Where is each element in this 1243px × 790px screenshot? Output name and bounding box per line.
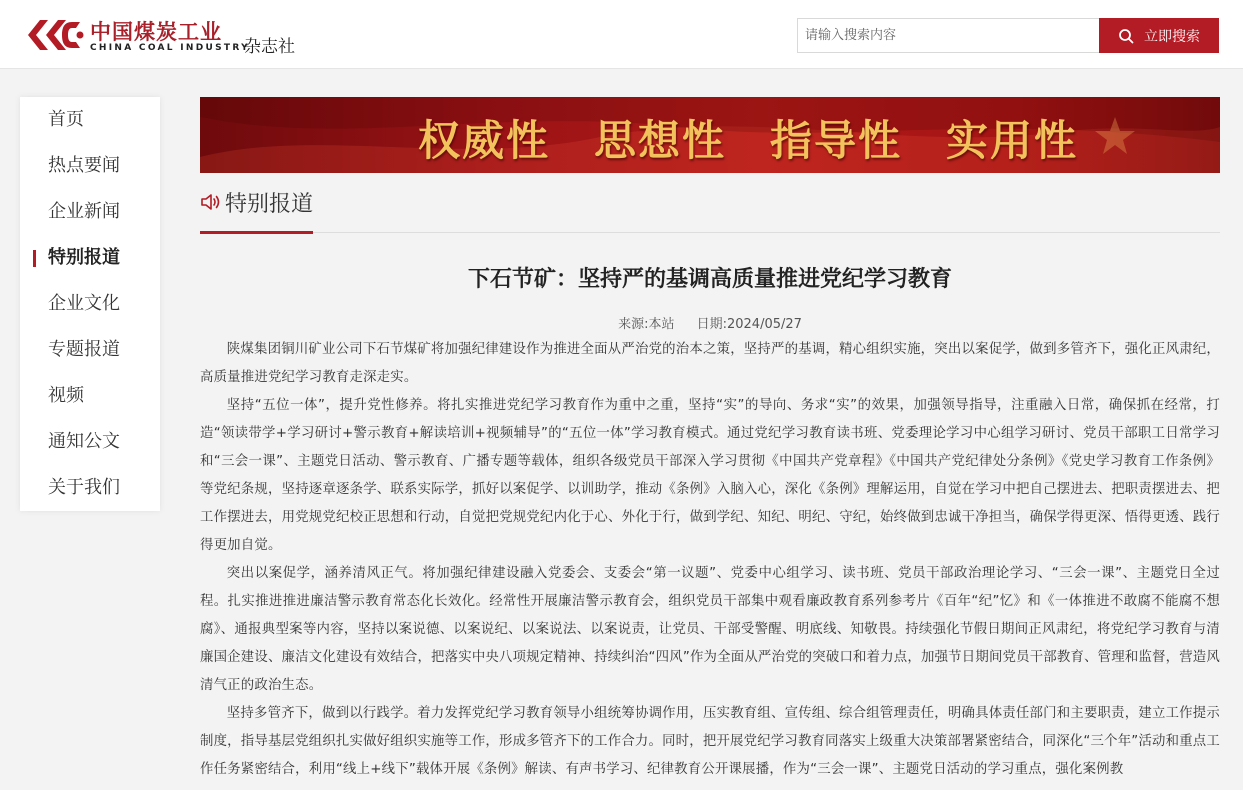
- logo-english-name: CHINA COAL INDUSTRY: [90, 43, 250, 53]
- sidebar-item-special-report[interactable]: 特别报道: [20, 239, 160, 285]
- search-icon: [1118, 28, 1134, 44]
- section-title-underline: [200, 231, 313, 234]
- sidebar-item-video[interactable]: 视频: [48, 385, 84, 406]
- sidebar-item-home[interactable]: 首页: [48, 109, 84, 130]
- banner-slogan: 权威性 思想性 指导性 实用性: [418, 116, 1079, 165]
- article-paragraph: 坚持“五位一体”，提升党性修养。将扎实推进党纪学习教育作为重中之重，坚持“实”的导向、务求“实”的效果，加强领导指导，注重融入日常，确保抓在经常，打造“领读带学+学习研讨+警示教育+解读培训+视频辅导”的“五位一体”学习教育模式。通过党纪学习教育读书班、党委理论学习中心组学习研讨、党员干部职工日常学习和“三会一课”、主题党日活动、警示教育、广播专题等载体，组织各级党员干部深入学习贯彻《中国共产党章程》《中国共产党纪律处分条例》《党史学习教育工作条例》等党纪条规，坚持逐章逐条学、联系实际学，抓好以案促学、以训助学，推动《条例》入脑入心，深化《条例》理解运用，自觉在学习中把自己摆进去、把职责摆进去、把工作摆进去，用党规党纪校正思想和行动，自觉把党规党纪内化于心、外化于行，做到学纪、知纪、明纪、守纪，始终做到忠诚干净担当，确保学得更深、悟得更透、践行得更加自觉。: [200, 398, 1220, 553]
- article-source: 来源:本站: [618, 317, 675, 332]
- section-title: 特别报道: [225, 192, 314, 217]
- search-bar: [797, 18, 1219, 53]
- sidebar-item-enterprise-news[interactable]: 企业新闻: [48, 201, 120, 222]
- article-date: 日期:2024/05/27: [696, 317, 802, 332]
- search-button-label: 立即搜索: [1144, 28, 1200, 45]
- site-header: [0, 0, 1243, 69]
- section-header: [200, 185, 1220, 233]
- sidebar-item-enterprise-culture[interactable]: 企业文化: [48, 293, 120, 314]
- search-button[interactable]: [1099, 18, 1219, 53]
- sidebar-item-about-us[interactable]: 关于我们: [48, 477, 120, 498]
- sidebar-item-notices[interactable]: 通知公文: [48, 431, 120, 452]
- article-body: [200, 336, 1220, 790]
- logo-chinese-name: 中国煤炭工业: [90, 19, 222, 44]
- site-logo[interactable]: [20, 14, 320, 56]
- logo-mark-icon: [20, 18, 86, 52]
- article-paragraph: 突出以案促学，涵养清风正气。将加强纪律建设融入党委会、支委会“第一议题”、党委中心组学习、读书班、党员干部政治理论学习、“三会一课”、主题党日全过程。扎实推进推进廉洁警示教育常态化长效化。经常性开展廉洁警示教育会，组织党员干部集中观看廉政教育系列参考片《百年“纪”忆》和《一体推进不敢腐不能腐不想腐》、通报典型案等内容，坚持以案说德、以案说纪、以案说法、以案说责，让党员、干部受警醒、明底线、知敬畏。持续强化节假日期间正风肃纪，将党纪学习教育与清廉国企建设、廉洁文化建设有效结合，把落实中央八项规定精神、持续纠治“四风”作为全面从严治党的突破口和着力点，加强节日期间党员干部教育、管理和监督，营造风清气正的政治生态。: [200, 566, 1220, 693]
- logo-magazine-suffix: 杂志社: [244, 37, 295, 57]
- article-paragraph: 坚持多管齐下，做到以行践学。着力发挥党纪学习教育领导小组统筹协调作用，压实教育组、宣传组、综合组管理责任，明确具体责任部门和主要职责，建立工作提示制度，指导基层党组织扎实做好组织实施等工作，形成多管齐下的工作合力。同时，把开展党纪学习教育同落实上级重大决策部署紧密结合，同深化“三个年”活动和重点工作任务紧密结合，利用“线上+线下”载体开展《条例》解读、有声书学习、纪律教育公开课展播，作为“三会一课”、主题党日活动的学习重点，强化案例教: [200, 706, 1220, 777]
- sidebar-nav: [20, 97, 160, 511]
- article-title: 下石节矿：坚持严的基调高质量推进党纪学习教育: [467, 267, 952, 292]
- article-paragraph: 陕煤集团铜川矿业公司下石节煤矿将加强纪律建设作为推进全面从严治党的治本之策，坚持严的基调，精心组织实施，突出以案促学，做到多管齐下，强化正风肃纪，高质量推进党纪学习教育走深走实。: [200, 342, 1220, 385]
- hero-banner: [200, 97, 1220, 173]
- search-input[interactable]: [797, 18, 1099, 53]
- sidebar-item-hot-news[interactable]: 热点要闻: [48, 155, 120, 176]
- speaker-icon: [200, 191, 222, 213]
- sidebar-item-feature-report[interactable]: 专题报道: [48, 339, 120, 360]
- article-meta: [200, 313, 1220, 332]
